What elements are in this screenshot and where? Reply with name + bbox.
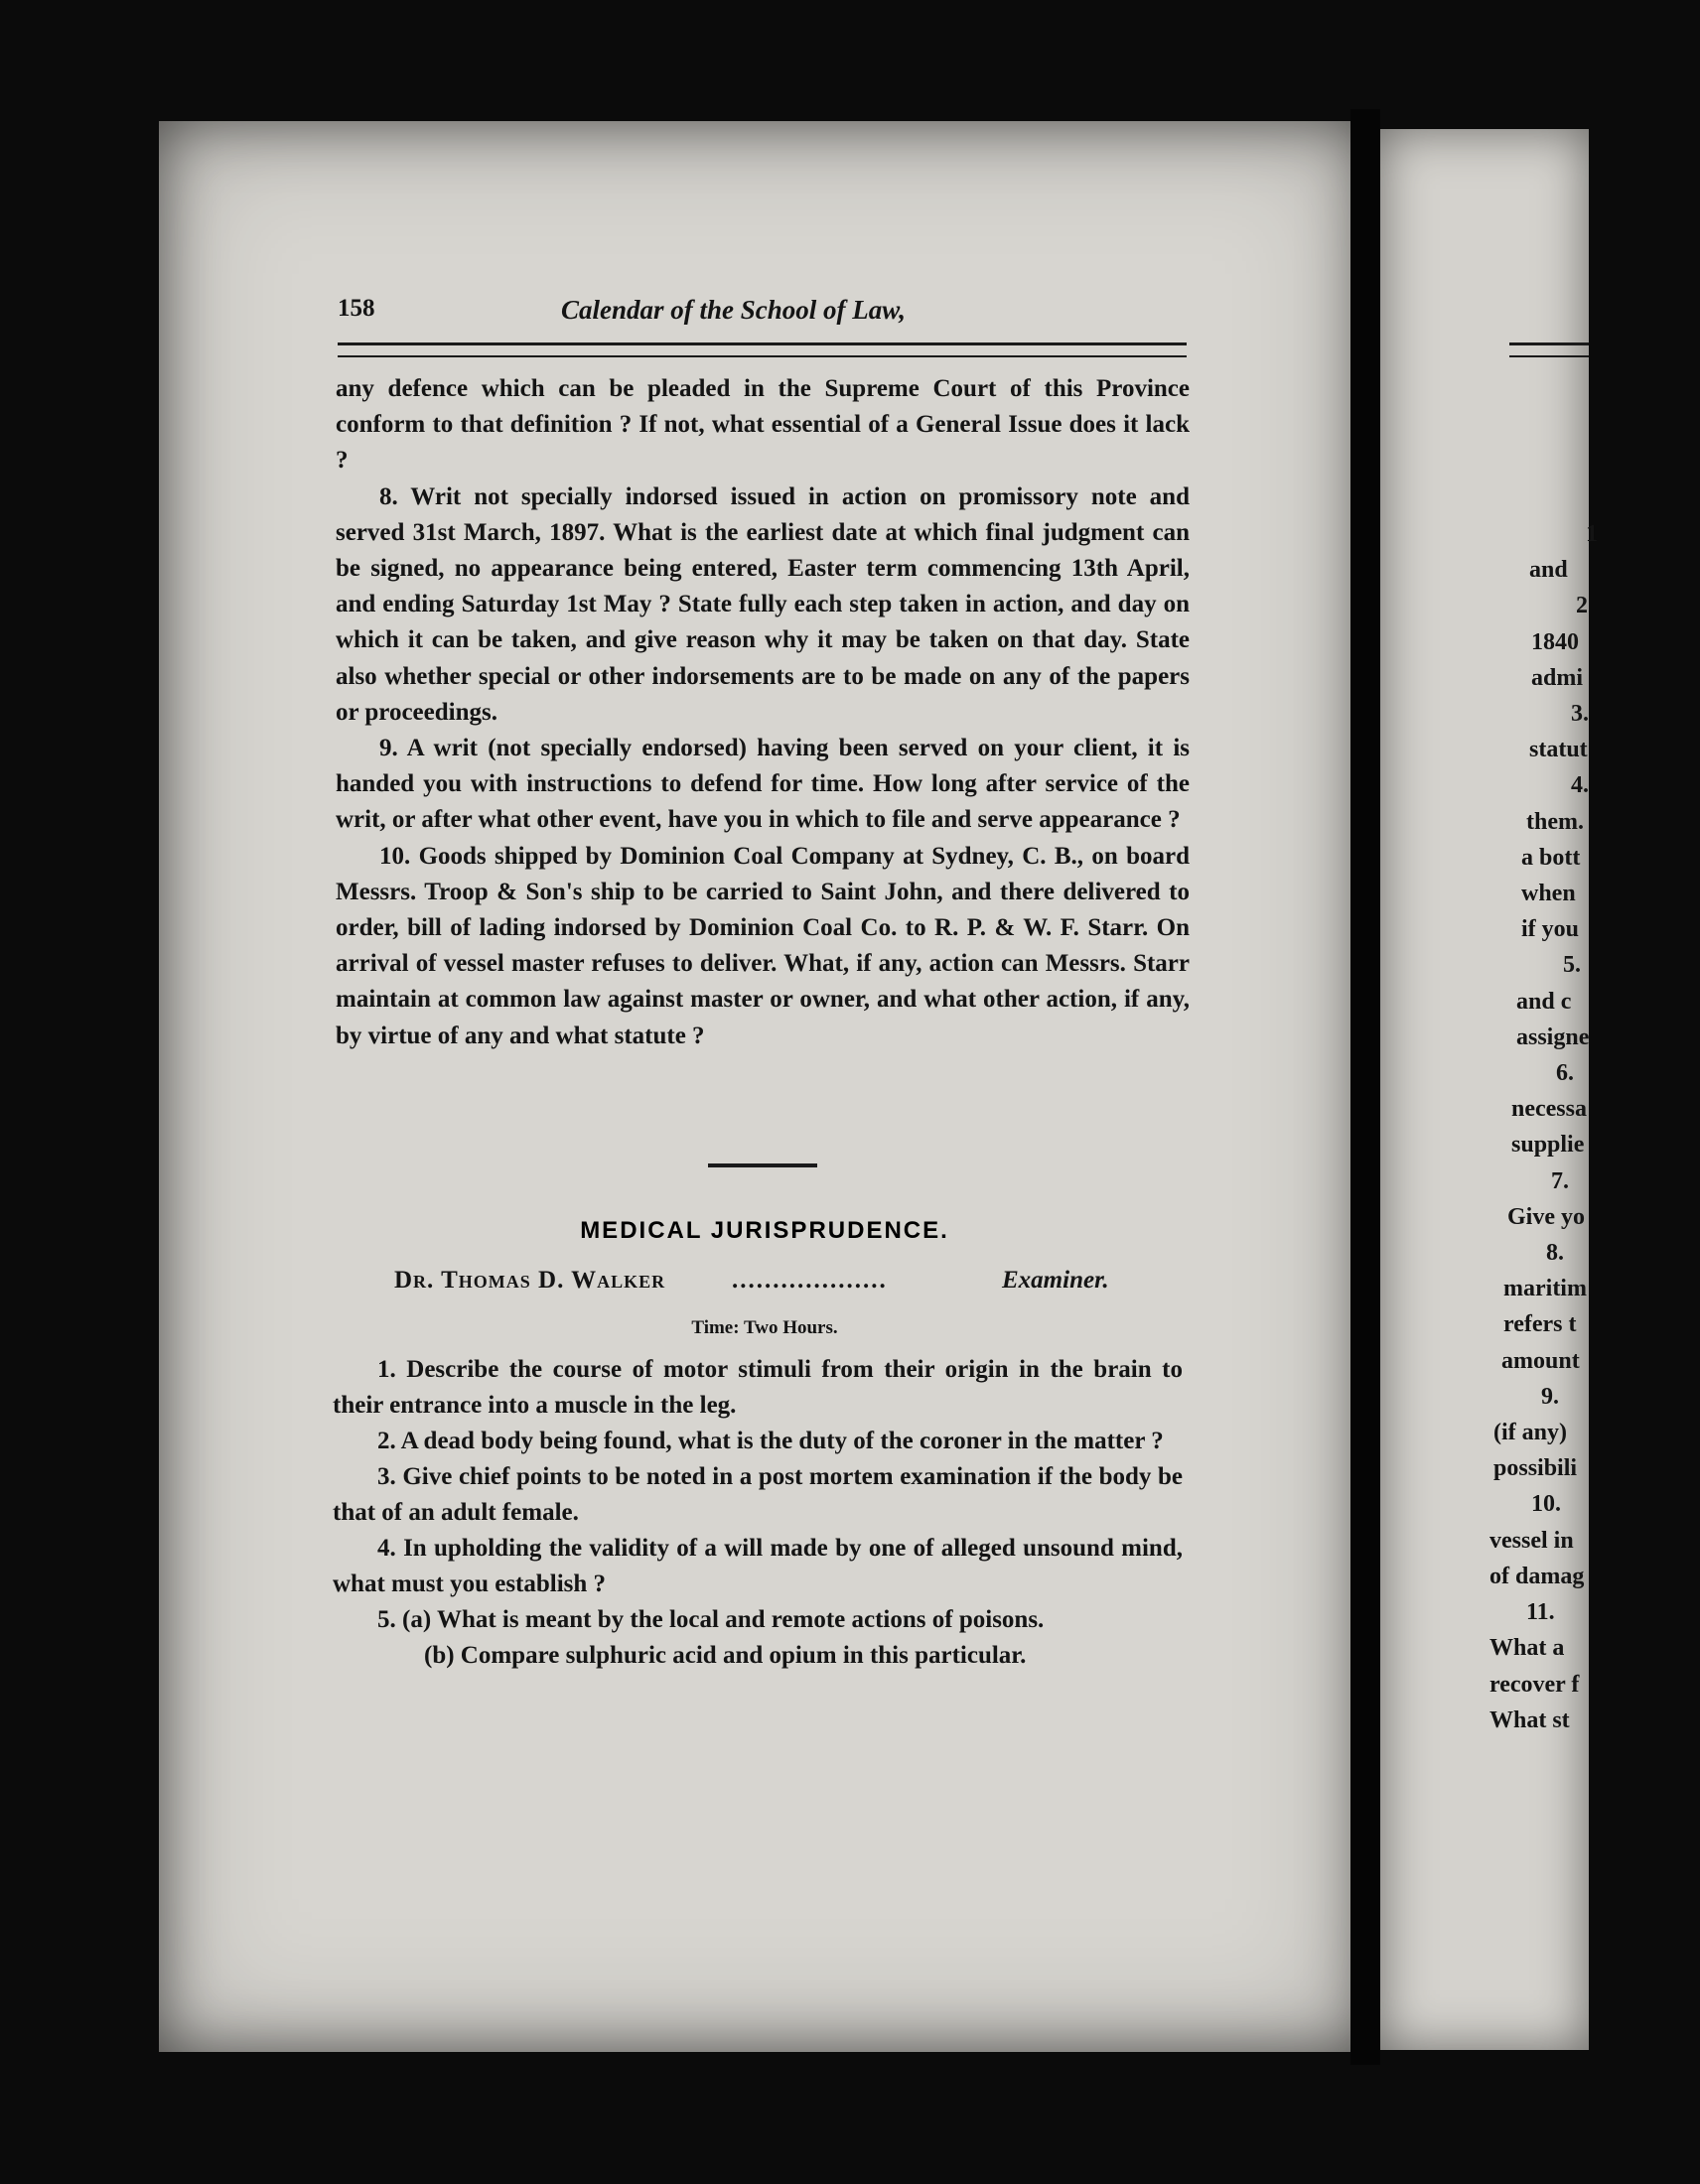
- right-page-text: [1489, 516, 1700, 1738]
- right-line: and c: [1516, 988, 1572, 1015]
- running-head: [338, 295, 1187, 335]
- right-line: recover f: [1489, 1671, 1580, 1698]
- right-line: 10.: [1531, 1491, 1561, 1518]
- right-line: 4.: [1571, 772, 1589, 799]
- medical-question-5b: (b) Compare sulphuric acid and opium in this particular.: [424, 1642, 1027, 1669]
- right-line: and: [1529, 557, 1568, 584]
- header-double-rule: [338, 342, 1187, 357]
- right-page-header-rule: [1509, 342, 1589, 357]
- right-line: What st: [1489, 1706, 1570, 1733]
- right-line: when: [1521, 881, 1576, 907]
- right-line: maritim: [1503, 1276, 1587, 1302]
- book-gutter: [1350, 109, 1380, 2065]
- right-line: 2: [1576, 593, 1588, 619]
- right-line: 7.: [1551, 1167, 1569, 1194]
- medical-questions: [333, 1352, 1183, 1674]
- right-line: admi: [1531, 664, 1584, 691]
- examiner-leader-dots: ...................: [732, 1267, 888, 1294]
- right-line: a bott: [1521, 844, 1581, 871]
- law-question-9: 9. A writ (not specially endorsed) having been served on your client, it is handed you with instructions to defend for time. How long after service of the writ, or after what other event, have you in which to file and serve appearance ?: [336, 735, 1190, 834]
- right-line: 1840: [1531, 628, 1579, 655]
- right-line: 6.: [1556, 1060, 1574, 1087]
- right-line: 9.: [1541, 1383, 1559, 1410]
- examiner-role: Examiner.: [1002, 1267, 1109, 1294]
- medical-question-2: 2. A dead body being found, what is the duty of the coroner in the matter ?: [377, 1428, 1164, 1454]
- right-line: necessa: [1511, 1096, 1587, 1123]
- running-title: Calendar of the School of Law,: [561, 295, 907, 325]
- section-divider: [708, 1163, 817, 1167]
- medical-question-5a: 5. (a) What is meant by the local and remote actions of poisons.: [377, 1606, 1045, 1633]
- right-line: (if any): [1493, 1420, 1567, 1446]
- right-line: statut: [1529, 737, 1588, 763]
- law-paragraph-continuation: any defence which can be pleaded in the Supreme Court of this Province conform to that definition ? If not, what essential of a General Issue does it lack ?: [336, 375, 1190, 475]
- exam-time: Time: Two Hours.: [691, 1317, 838, 1338]
- medical-question-3: 3. Give chief points to be noted in a post mortem examination if the body be that of an adult female.: [333, 1463, 1183, 1526]
- law-question-10: 10. Goods shipped by Dominion Coal Company at Sydney, C. B., on board Messrs. Troop & Son's ship to be carried to Saint John, and there delivered to order, bill of lading indorsed by Dominion Coal Co. to R. P. & W. F. Starr. On arrival of vessel master refuses to deliver. What, if any, action can Messrs. Starr maintain at common law against master or owner, and what other action, if any, by virtue of any and what statute ?: [336, 842, 1190, 1049]
- right-line: them.: [1526, 808, 1584, 835]
- examiner-name: Dr. Thomas D. Walker: [394, 1267, 666, 1294]
- right-line: assigne: [1516, 1024, 1590, 1050]
- right-line: 1: [1586, 521, 1598, 547]
- section-title: MEDICAL JURISPRUDENCE.: [580, 1217, 949, 1244]
- right-line: Give yo: [1507, 1203, 1585, 1230]
- right-line: 3.: [1571, 701, 1589, 728]
- medical-question-4: 4. In upholding the validity of a will made by one of alleged unsound mind, what must you establish ?: [333, 1535, 1183, 1597]
- right-line: of damag: [1489, 1563, 1585, 1589]
- right-line: vessel in: [1489, 1527, 1574, 1554]
- right-line: What a: [1489, 1635, 1565, 1662]
- right-line: if you: [1521, 916, 1580, 943]
- right-line: 5.: [1563, 952, 1581, 979]
- medical-question-1: 1. Describe the course of motor stimuli from their origin in the brain to their entrance into a muscle in the leg.: [333, 1356, 1183, 1419]
- right-line: possibili: [1493, 1455, 1578, 1482]
- law-questions: [336, 371, 1190, 1054]
- right-line: refers t: [1503, 1311, 1577, 1338]
- right-line: supplie: [1511, 1132, 1585, 1159]
- right-line: 8.: [1546, 1240, 1564, 1267]
- right-line: 11.: [1526, 1599, 1555, 1626]
- examiner-line: [394, 1267, 1149, 1302]
- page-number: 158: [338, 295, 375, 322]
- right-line: amount: [1501, 1347, 1580, 1374]
- law-question-8: 8. Writ not specially indorsed issued in action on promissory note and served 31st March, 1897. What is the earliest date at which final judgment can be signed, no appearance being entered, Easter term commencing 13th April, and ending Saturday 1st May ? State fully each step taken in action, and day on which it can be taken, and give reason why it may be taken on that day. State also whether special or other indorsements are to be made on any of the papers or proceedings.: [336, 482, 1190, 726]
